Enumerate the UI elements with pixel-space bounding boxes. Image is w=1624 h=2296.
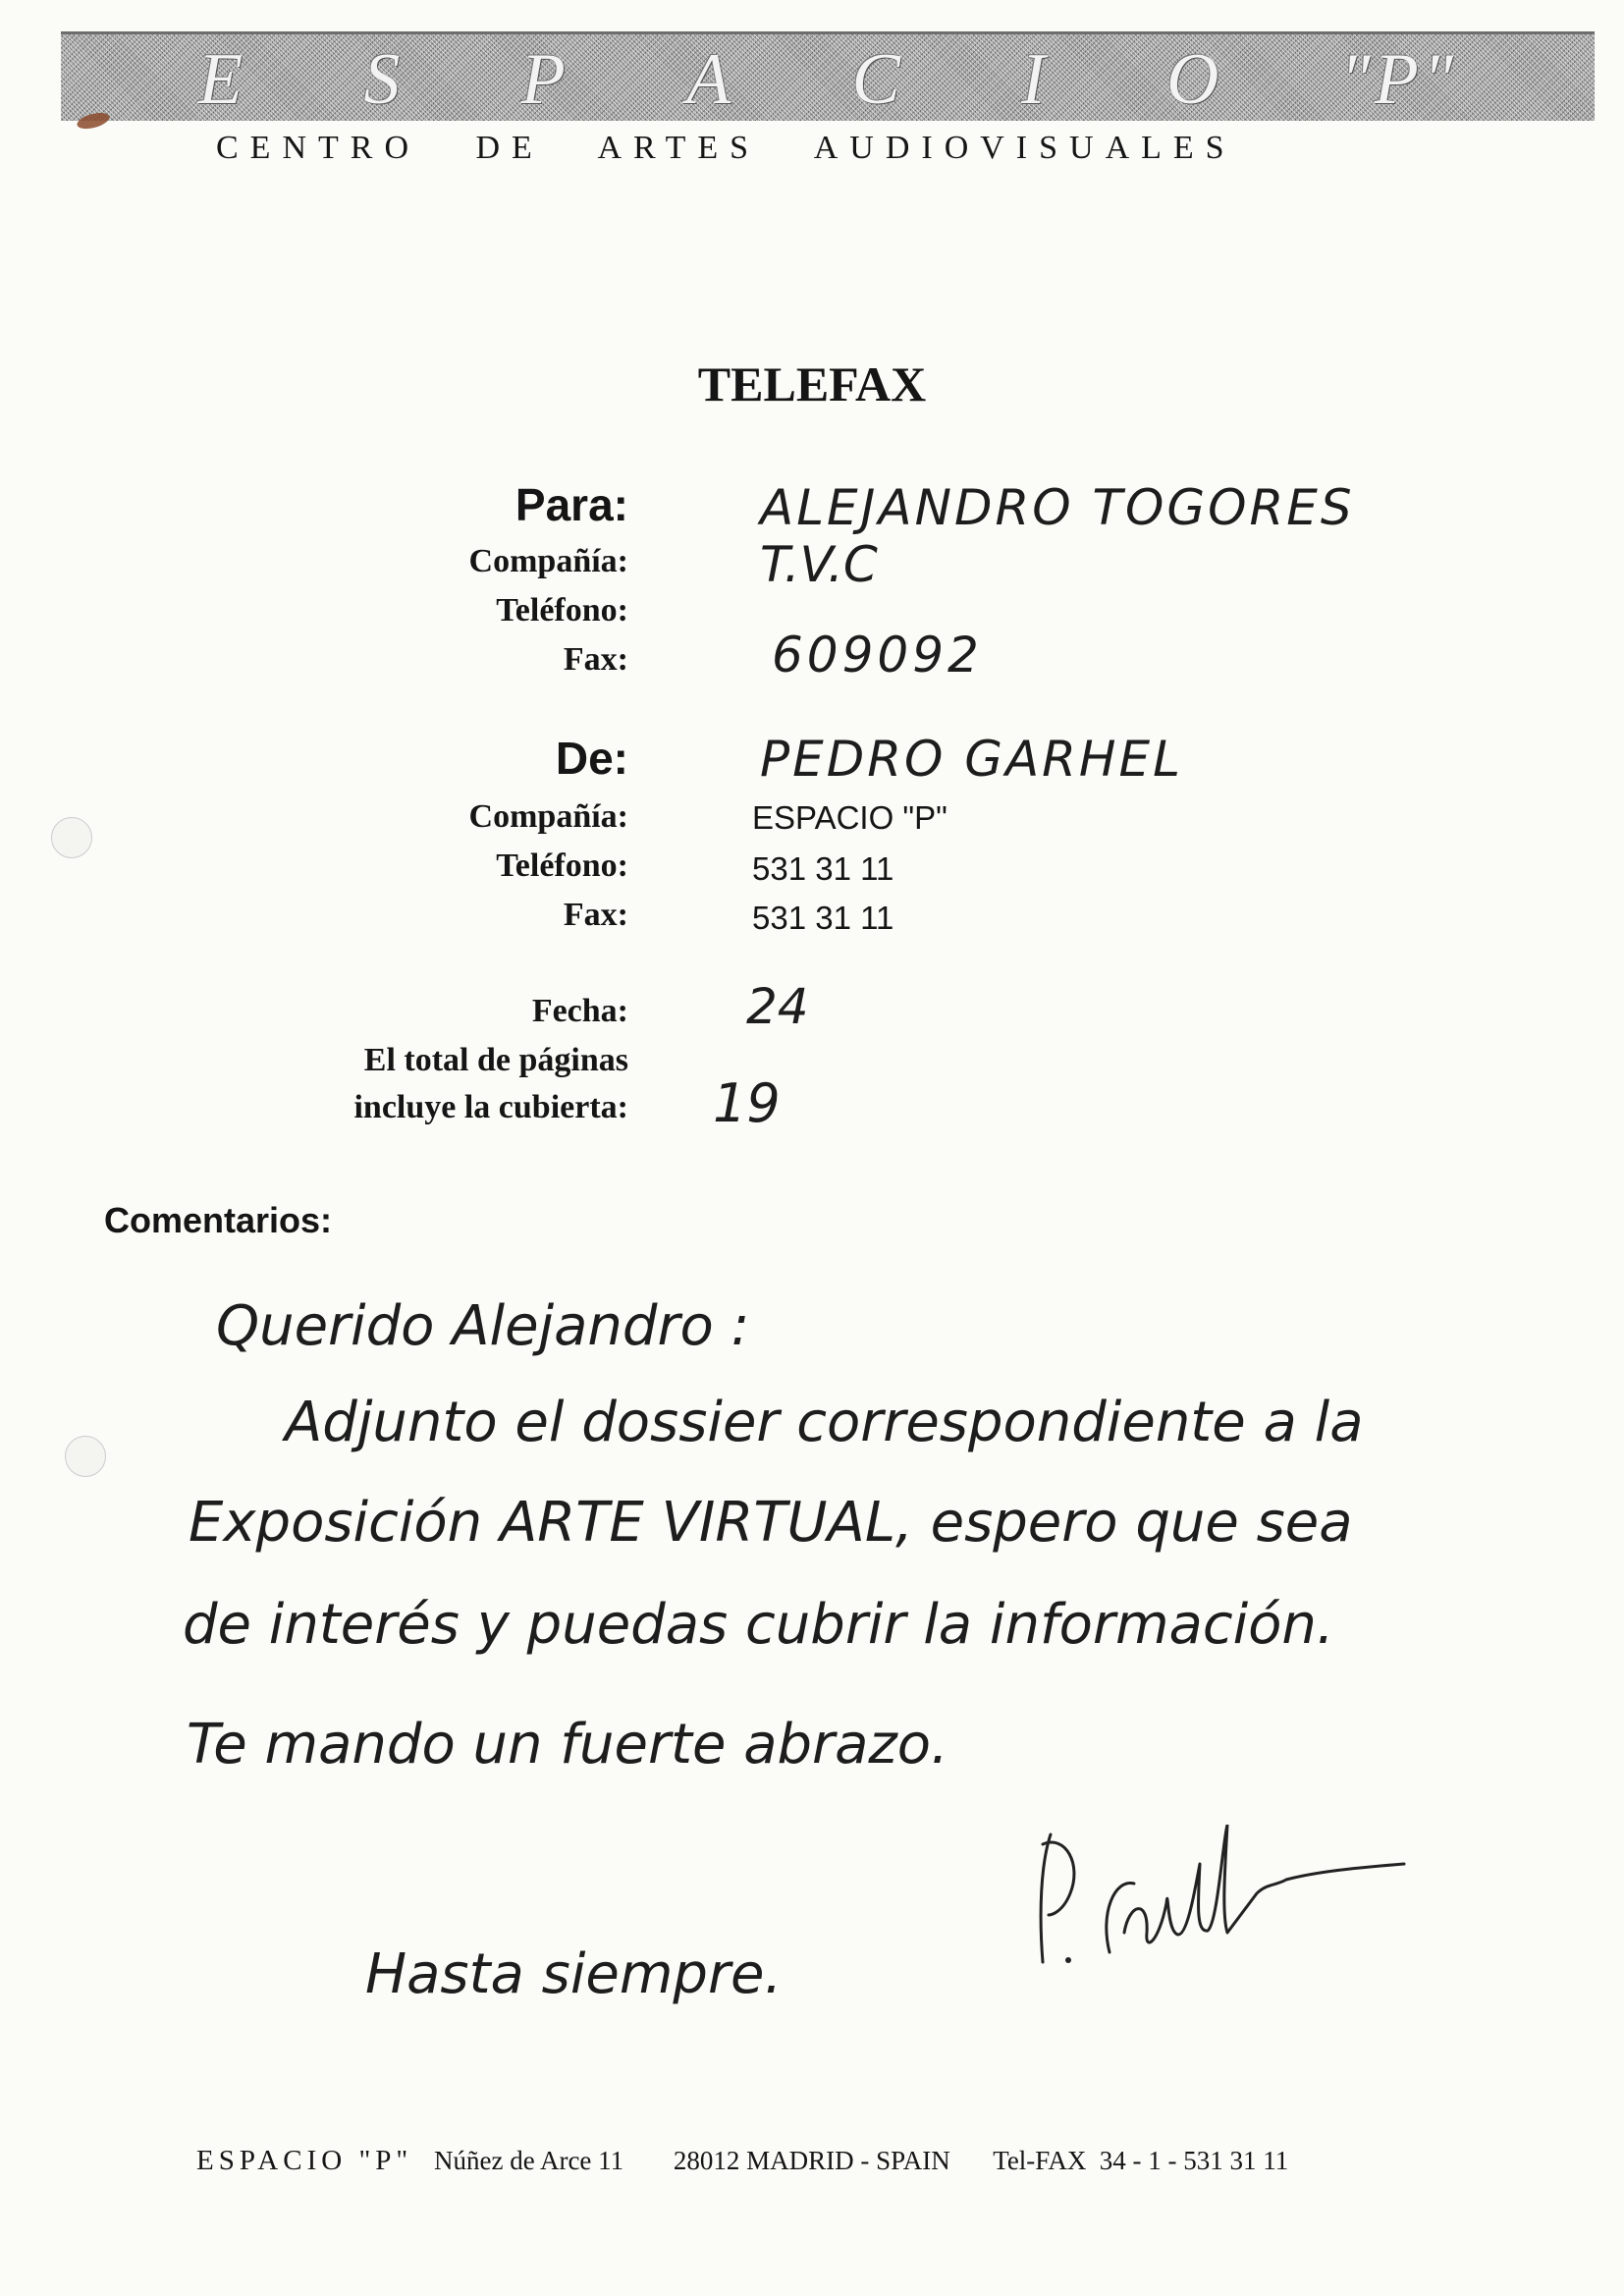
from-name-handwritten: PEDRO GARHEL [760, 731, 1183, 788]
logo-letter: "P" [1339, 39, 1457, 120]
from-label: De: [555, 733, 628, 784]
to-fax-handwritten: 609092 [772, 627, 983, 683]
to-phone-label: Teléfono: [496, 592, 628, 629]
comments-label: Comentarios: [104, 1200, 333, 1240]
comment-line: de interés y puedas cubrir la información. [183, 1593, 1334, 1657]
to-label: Para: [514, 479, 628, 530]
date-label: Fecha: [531, 993, 628, 1029]
closing-line: Hasta siempre. [365, 1942, 783, 2006]
footer-address: Núñez de Arce 11 [434, 2146, 624, 2175]
pages-label-line1: El total de páginas [363, 1042, 628, 1078]
comment-line: Adjunto el dossier correspondiente a la [285, 1391, 1364, 1454]
letterhead-logo [61, 40, 1595, 119]
logo-letter: P [520, 39, 569, 120]
footer-brand: ESPACIO "P" [196, 2145, 413, 2176]
letterhead-banner [61, 31, 1595, 121]
to-name-handwritten: ALEJANDRO TOGORES [760, 479, 1355, 536]
comment-line: Querido Alejandro : [216, 1294, 750, 1358]
signature [1021, 1825, 1414, 2001]
from-fax-label: Fax: [563, 897, 628, 933]
comment-line: Te mando un fuerte abrazo. [187, 1713, 948, 1777]
logo-letter: A [686, 39, 735, 120]
document-title: TELEFAX [697, 356, 927, 411]
letterhead-subtitle: CENTRO DE ARTES AUDIOVISUALES [216, 130, 1236, 166]
logo-letter: O [1165, 39, 1223, 120]
from-company-value: ESPACIO "P" [752, 799, 947, 836]
from-phone-value: 531 31 11 [752, 850, 894, 887]
to-company-label: Compañía: [468, 543, 628, 579]
footer-telfax: Tel-FAX 34 - 1 - 531 31 11 [993, 2146, 1289, 2175]
footer-city: 28012 MADRID - SPAIN [673, 2146, 950, 2175]
from-phone-label: Teléfono: [496, 847, 628, 884]
logo-letter: C [851, 39, 904, 120]
from-company-label: Compañía: [468, 798, 628, 835]
pages-label-line2: incluye la cubierta: [353, 1089, 628, 1125]
comment-line: Exposición ARTE VIRTUAL, espero que sea [189, 1491, 1353, 1555]
logo-letter: E [198, 39, 247, 120]
punch-hole [65, 1436, 106, 1477]
logo-letter: S [363, 39, 405, 120]
footer [196, 2145, 1288, 2177]
to-company-handwritten: T.V.C [760, 536, 878, 593]
pages-handwritten: 19 [713, 1072, 781, 1134]
date-handwritten: 24 [746, 978, 809, 1035]
from-fax-value: 531 31 11 [752, 900, 894, 936]
logo-letter: I [1021, 39, 1050, 120]
to-fax-label: Fax: [563, 641, 628, 678]
